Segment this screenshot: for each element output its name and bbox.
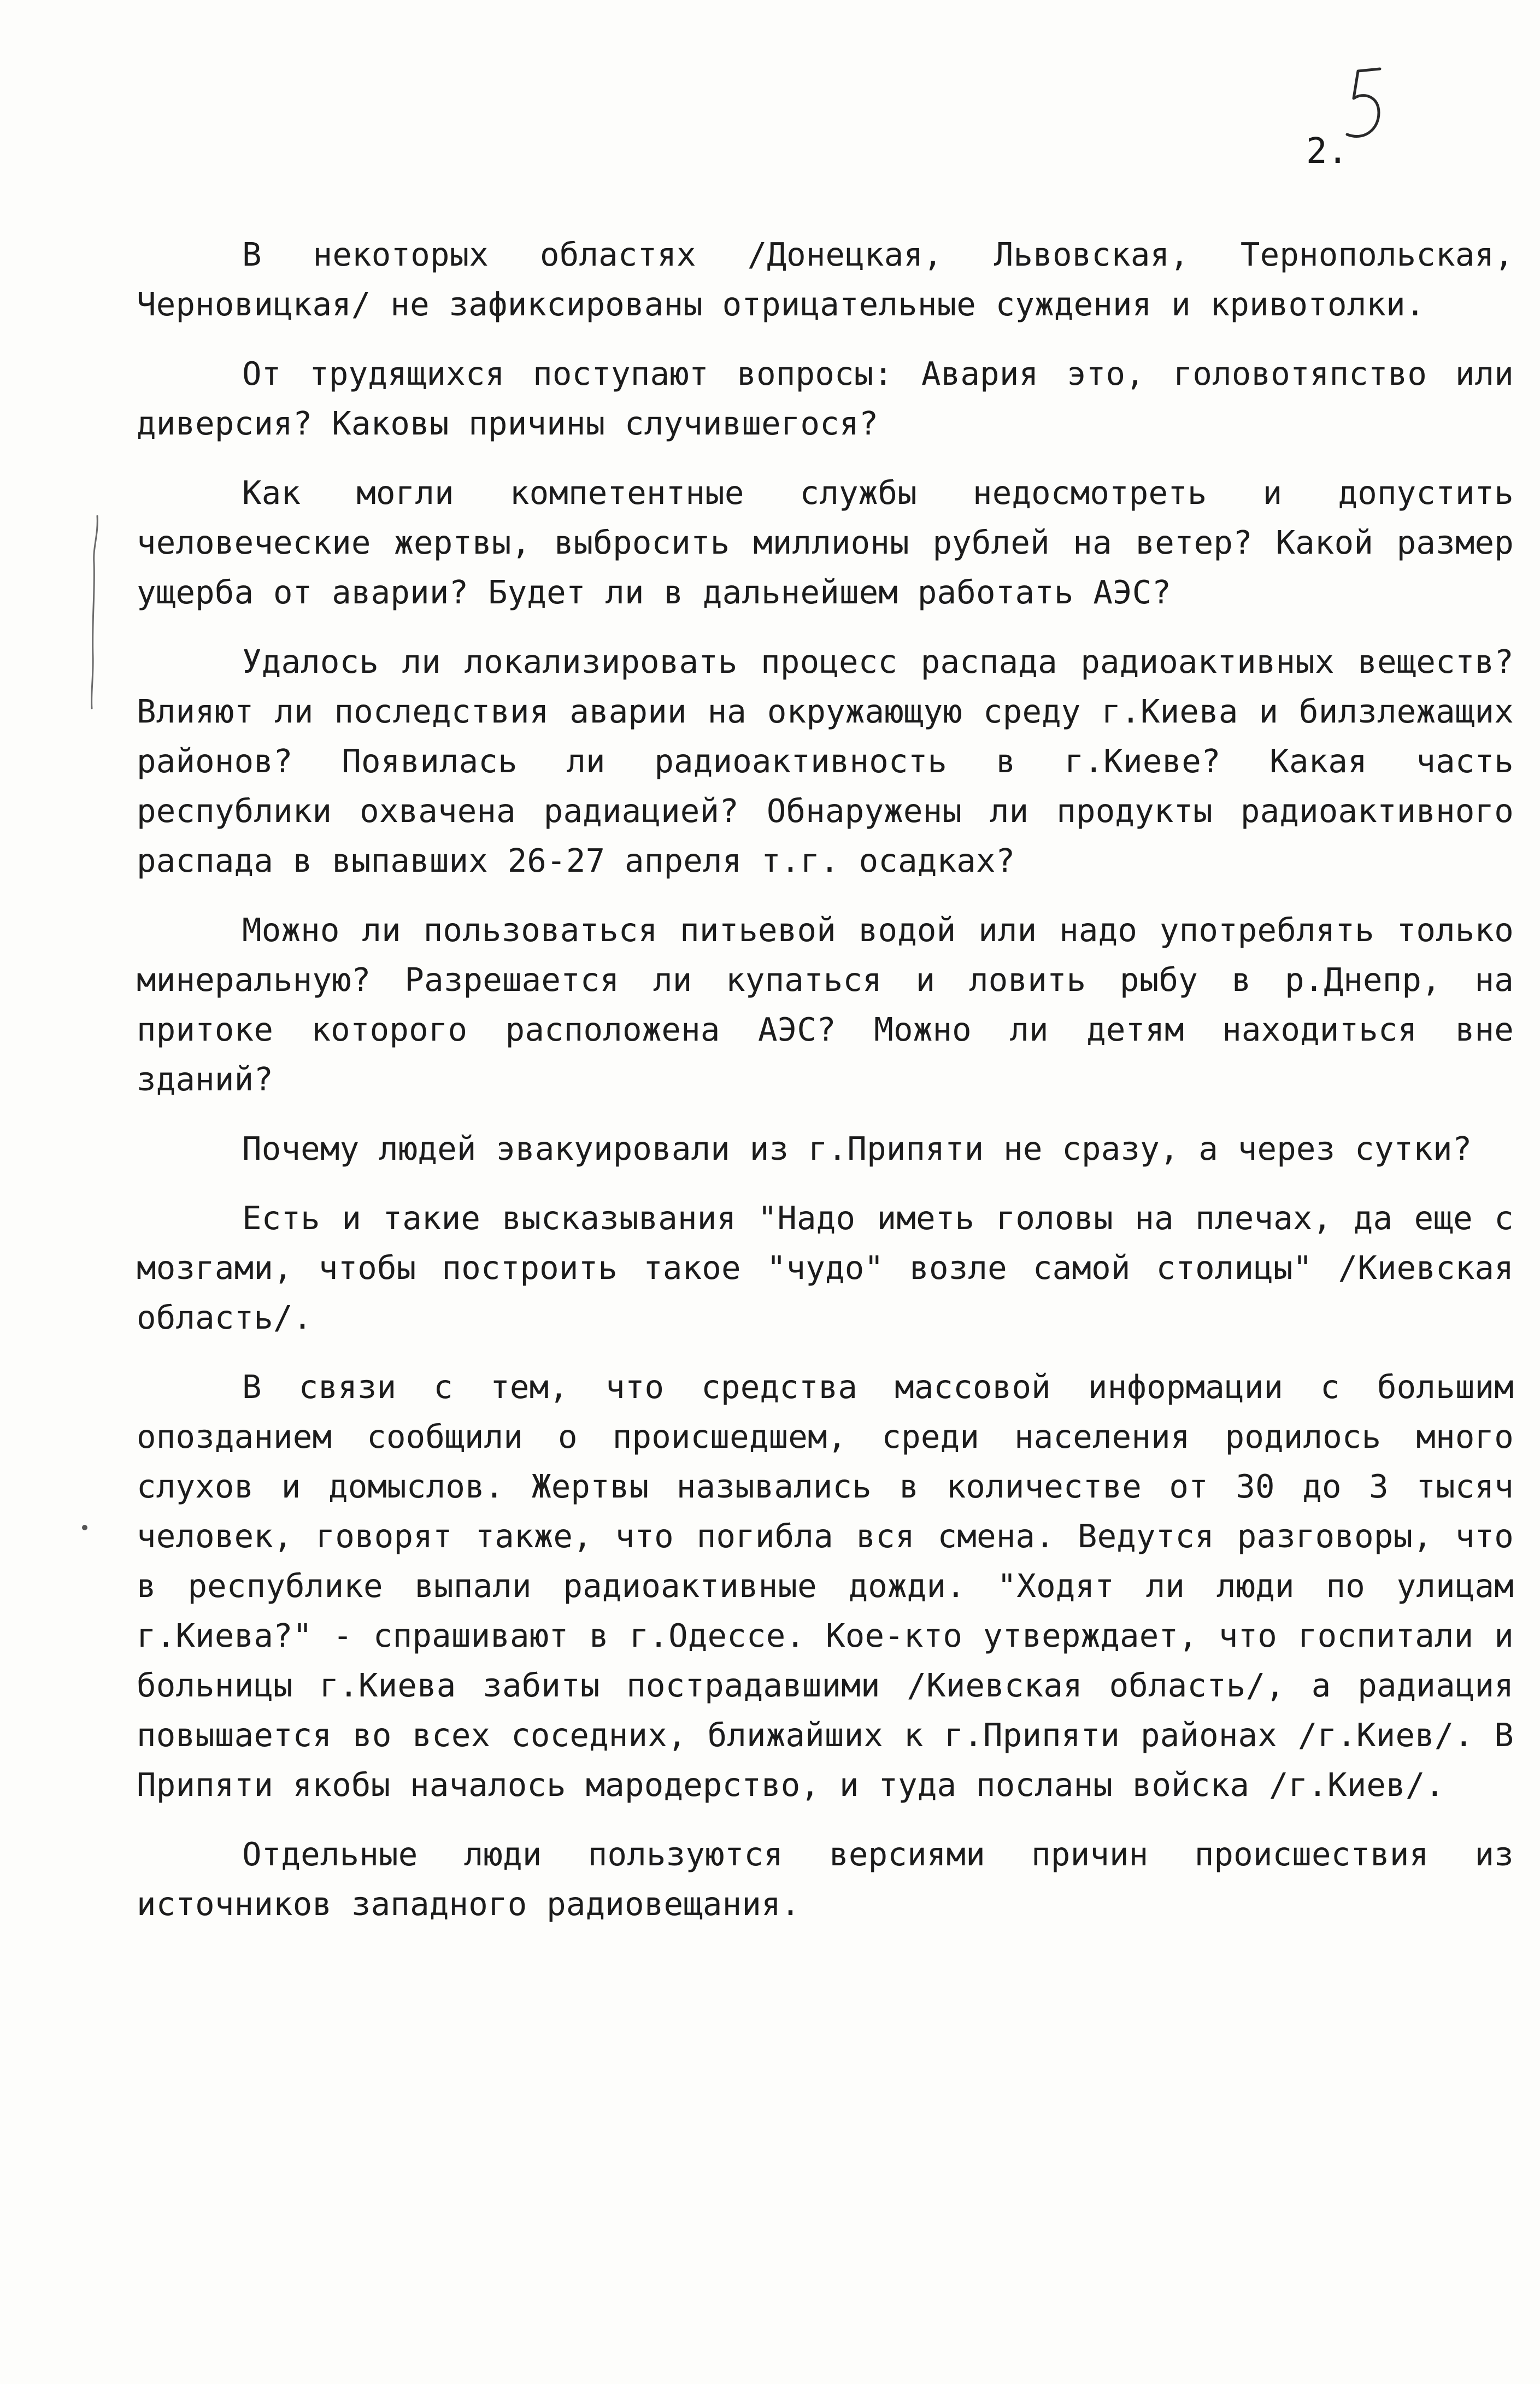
page-number: 2. [1306, 131, 1349, 172]
margin-pencil-mark [87, 514, 104, 710]
paragraph: Почему людей эвакуировали из г.Припяти не сразу, а через сутки? [242, 1130, 1472, 1167]
paragraph: В некоторых областях /Донецкая, Львовская, Тернопольская, Черновицкая/ не зафиксированы отрицательные суждения и кривотолки. [137, 236, 1514, 323]
paragraph: В связи с тем, что средства массовой информации с большим опозданием сообщили о происшедшем, среди населения родилось много слухов и домыслов. Жертвы назывались в количестве от 30 до 3 тысяч человек, говорят также, что погибла вся смена. Ведутся разговоры, что в республике выпали радиоактивные дожди. "Ходят ли люди по улицам г.Киева?" - спрашивают в г.Одессе. Кое-кто утверждает, что госпитали и больницы г.Киева забиты пострадавшими /Киевская область/, а радиация повышается во всех соседних, ближайших к г.Припяти районах /г.Киев/. В Припяти якобы началось мародерство, и туда посланы войска /г.Киев/. [137, 1368, 1514, 1804]
paragraph: От трудящихся поступают вопросы: Авария это, головотяпство или диверсия? Каковы причины случившегося? [137, 355, 1514, 442]
paragraph: Удалось ли локализировать процесс распада радиоактивных веществ? Влияют ли последствия аварии на окружающую среду г.Киева и билзлежащих районов? Появилась ли радиоактивность в г.Киеве? Какая часть республики охвачена радиацией? Обнаружены ли продукты радиоактивного распада в выпавших 26-27 апреля т.г. осадках? [137, 643, 1514, 879]
typed-text [137, 230, 1514, 1948]
paragraph: Есть и такие высказывания "Надо иметь головы на плечах, да еще с мозгами, чтобы построить такое "чудо" возле самой столицы" /Киевская область/. [137, 1199, 1514, 1336]
handwritten-page-mark [1342, 64, 1391, 146]
paragraph: Можно ли пользоваться питьевой водой или надо употреблять только минеральную? Разрешается ли купаться и ловить рыбу в р.Днепр, на притоке которого расположена АЭС? Можно ли детям находиться вне зданий? [137, 911, 1514, 1098]
ink-speck [82, 1525, 87, 1530]
paragraph: Как могли компетентные службы недосмотреть и допустить человеческие жертвы, выбросить миллионы рублей на ветер? Какой размер ущерба от аварии? Будет ли в дальнейшем работать АЭС? [137, 474, 1514, 611]
paragraph: Отдельные люди пользуются версиями причин происшествия из источников западного радиовещания. [137, 1835, 1514, 1923]
